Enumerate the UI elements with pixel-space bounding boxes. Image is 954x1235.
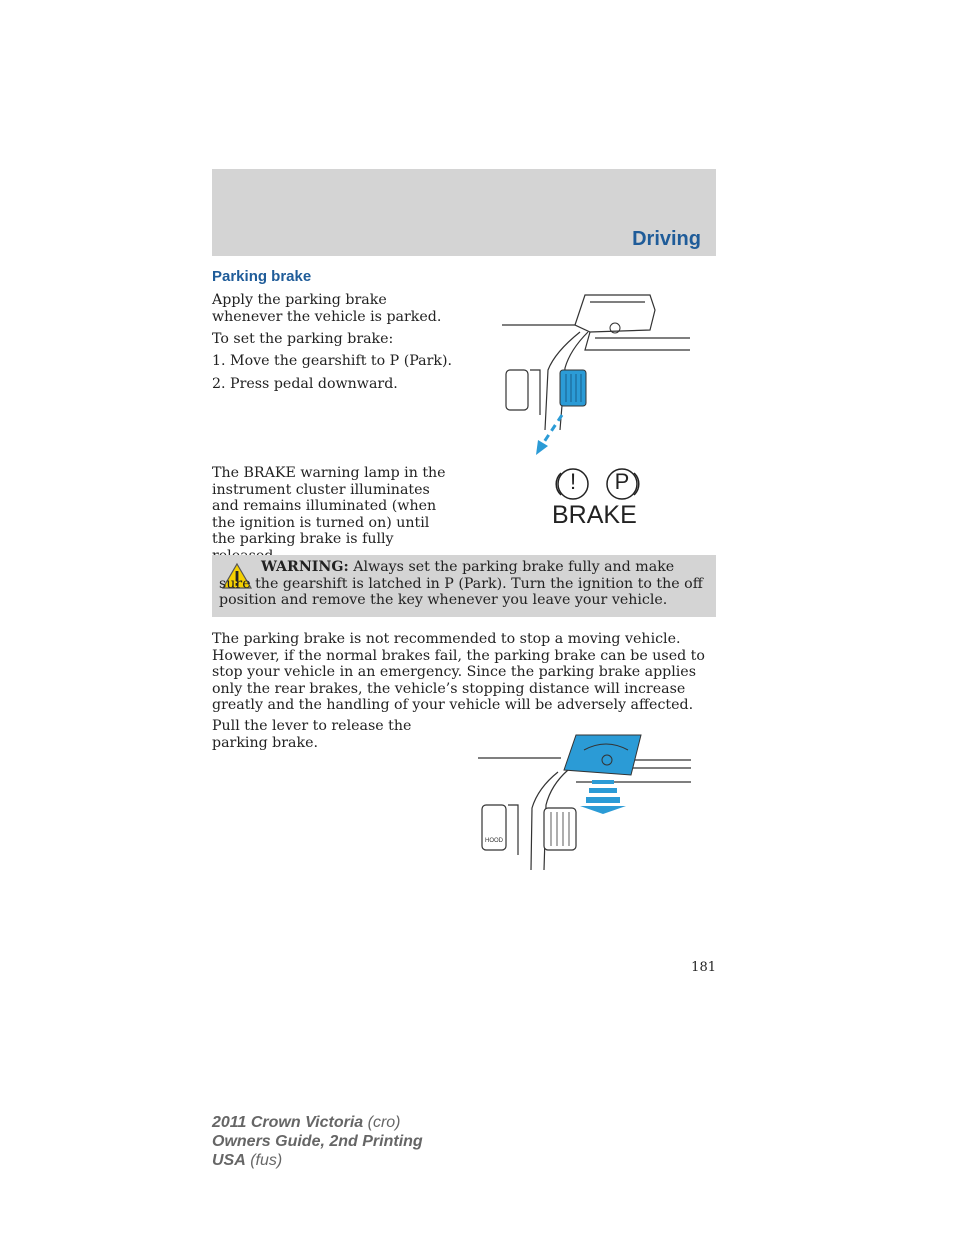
step-2: 2. Press pedal downward.: [212, 376, 398, 392]
page-title: Driving: [632, 228, 701, 250]
header-band: [212, 169, 716, 256]
footer-model: 2011 Crown Victoria: [212, 1114, 364, 1131]
hood-release-label: HOOD: [485, 838, 503, 844]
paragraph-apply: Apply the parking brake whenever the vehicle is parked.: [212, 292, 442, 325]
lever-release-illustration: [476, 730, 696, 875]
footer: [212, 1113, 423, 1170]
park-p-icon: P: [614, 469, 630, 494]
footer-market: USA: [212, 1152, 246, 1169]
footer-model-code: (cro): [363, 1114, 401, 1131]
page-number: 181: [691, 960, 716, 975]
warning-box: [212, 555, 716, 617]
pedal-press-illustration: [500, 290, 690, 460]
warning-text-block: [219, 559, 707, 609]
footer-market-code: (fus): [245, 1152, 283, 1169]
paragraph-not-recommended: The parking brake is not recommended to stop a moving vehicle. However, if the normal brakes fail, the parking brake can be used to stop your vehicle in an emergency. Since the parking brake applies only the rear brakes, the vehicle’s stopping distance will increase greatly and the handling of your vehicle will be adversely affected.: [212, 631, 705, 713]
brake-warning-symbol: [550, 468, 645, 530]
footer-guide: Owners Guide, 2nd Printing: [212, 1133, 423, 1150]
warning-label: WARNING:: [261, 559, 349, 575]
warning-text: Always set the parking brake fully and make sure the gearshift is latched in P (Park). Turn the ignition to the off position and remove the key whenever you leave your vehicle.: [219, 559, 703, 608]
step-1: 1. Move the gearshift to P (Park).: [212, 353, 453, 369]
paragraph-release: Pull the lever to release the parking brake.: [212, 718, 412, 751]
exclamation-icon: !: [569, 469, 577, 494]
paragraph-brake-lamp: The BRAKE warning lamp in the instrument cluster illuminates and remains illuminated (when the ignition is turned on) until the parking brake is fully: [212, 465, 446, 547]
section-heading: Parking brake: [212, 268, 312, 285]
brake-word: BRAKE: [552, 501, 637, 529]
paragraph-to-set: To set the parking brake:: [212, 331, 394, 347]
